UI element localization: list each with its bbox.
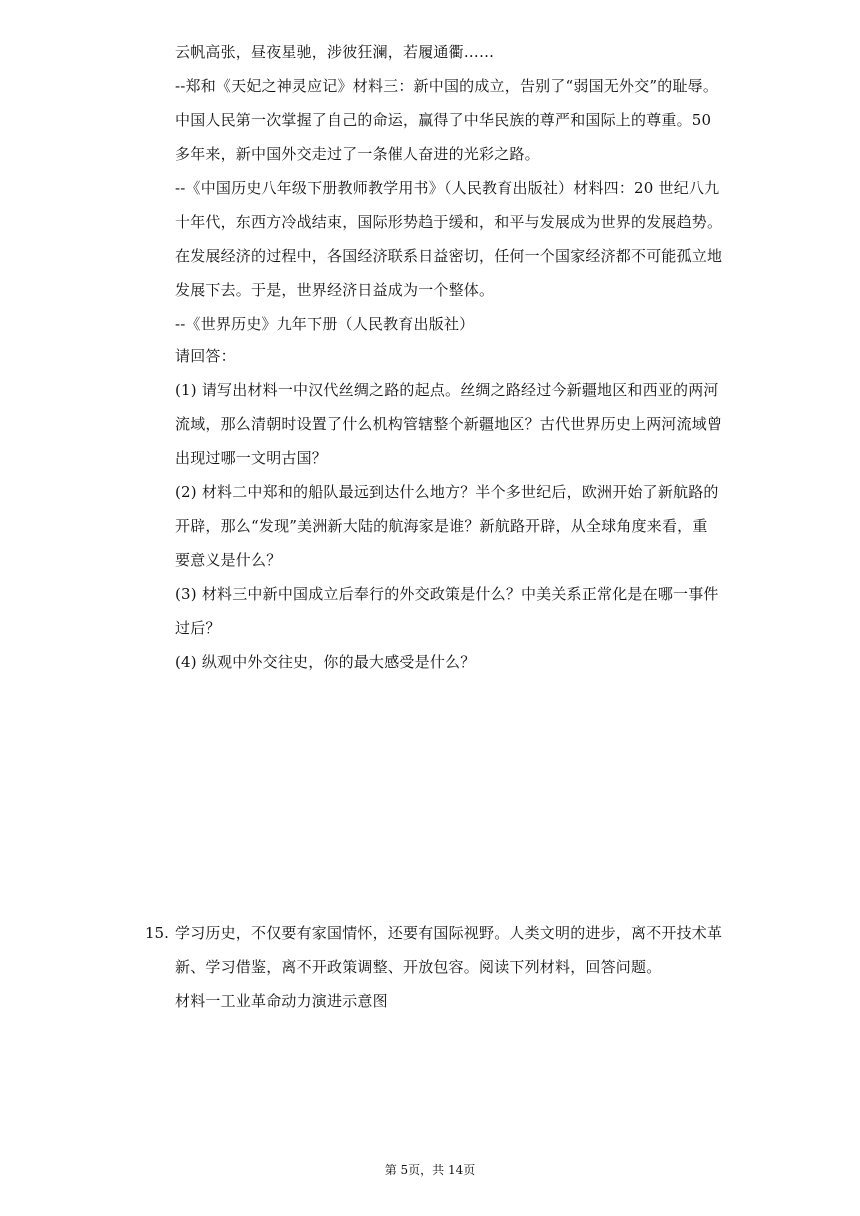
sub-question-3: (3) 材料三中新中国成立后奉行的外交政策是什么？中美关系正常化是在哪一事件 (175, 585, 719, 603)
sub-question-line: 过后？ (175, 619, 221, 637)
sub-question-line: 开辟，那么“发现”美洲新大陆的航海家是谁？新航路开辟，从全球角度来看，重 (175, 517, 708, 535)
material-line: --《世界历史》九年下册（人民教育出版社） (175, 315, 475, 333)
sub-question-2: (2) 材料二中郑和的船队最远到达什么地方？半个多世纪后，欧洲开始了新航路的 (175, 483, 719, 501)
material-heading: 材料一工业革命动力演进示意图 (175, 992, 388, 1010)
question-number: 15. (145, 924, 169, 942)
material-line: 中国人民第一次掌握了自己的命运，赢得了中华民族的尊严和国际上的尊重。50 (175, 111, 712, 129)
sub-question-line: 出现过哪一文明古国？ (175, 449, 328, 467)
material-line: --郑和《天妃之神灵应记》材料三：新中国的成立，告别了“弱国无外交”的耻辱。 (175, 77, 719, 95)
page-footer: 第 5页，共 14页 (384, 1163, 476, 1177)
material-line: 云帆高张，昼夜星驰，涉彼狂澜，若履通衢…… (175, 43, 495, 61)
material-line: --《中国历史八年级下册教师教学用书》（人民教育出版社）材料四：20 世纪八九 (175, 179, 720, 197)
material-line: 发展下去。于是，世界经济日益成为一个整体。 (175, 281, 495, 299)
question-text: 学习历史，不仅要有家国情怀，还要有国际视野。人类文明的进步，离不开技术革 (175, 924, 723, 942)
sub-question-line: 流域，那么清朝时设置了什么机构管辖整个新疆地区？古代世界历史上两河流域曾 (175, 415, 723, 433)
sub-question-line: 要意义是什么？ (175, 551, 282, 569)
sub-question-4: (4) 纵观中外交往史，你的最大感受是什么？ (175, 653, 476, 671)
material-line: 多年来，新中国外交走过了一条催人奋进的光彩之路。 (175, 145, 540, 163)
sub-question-1: (1) 请写出材料一中汉代丝绸之路的起点。丝绸之路经过今新疆地区和西亚的两河 (175, 381, 719, 399)
question-text: 新、学习借鉴，离不开政策调整、开放包容。阅读下列材料，回答问题。 (175, 958, 662, 976)
material-line: 十年代，东西方冷战结束，国际形势趋于缓和，和平与发展成为世界的发展趋势。 (175, 213, 723, 231)
material-line: 在发展经济的过程中，各国经济联系日益密切，任何一个国家经济都不可能孤立地 (175, 247, 723, 265)
answer-prompt: 请回答： (175, 347, 236, 365)
